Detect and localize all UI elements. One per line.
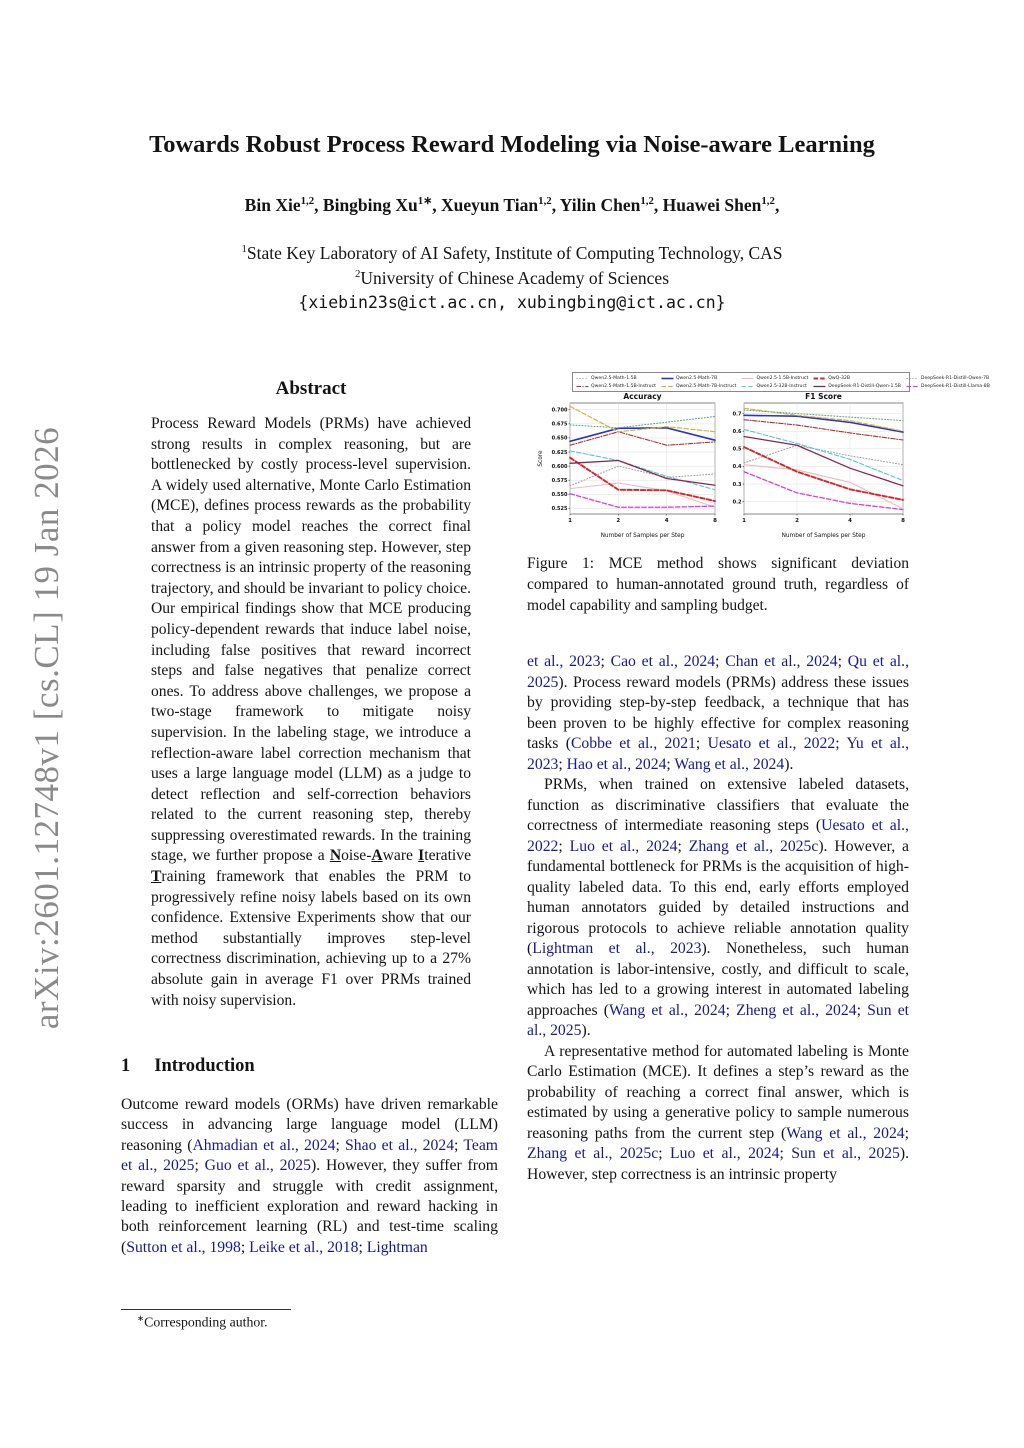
legend-label: Qwen2.5-Math-7B-Instruct <box>675 383 737 389</box>
citation-link[interactable]: Ahmadian et al., 2024 <box>192 1136 336 1154</box>
text-run: ; <box>558 755 567 773</box>
legend-line-sample <box>813 376 826 381</box>
figure-1-caption: Figure 1: MCE method shows significant deviation compared to human-annotated ground truth, regardless of model capability and sampling budget. <box>527 555 909 614</box>
citation-link[interactable]: Yu et al., 2023 <box>527 735 910 773</box>
affiliation-2 <box>0 268 1024 289</box>
citation-link[interactable]: Hao et al., 2024 <box>566 755 667 773</box>
text-run: T <box>151 868 162 886</box>
text-run: ). <box>784 755 794 773</box>
legend-label: DeepSeek-R1-Distill-Qwen-1.5B <box>828 383 901 389</box>
text-run: ; <box>358 1238 367 1256</box>
citation-link[interactable]: Sun et al., 2025 <box>527 1001 910 1039</box>
svg-text:Accuracy: Accuracy <box>623 392 662 401</box>
legend-line-sample <box>576 384 589 389</box>
citation-link[interactable]: Chan et al., 2024 <box>725 653 838 670</box>
legend-item <box>661 376 737 381</box>
legend-item <box>906 384 990 389</box>
svg-text:0.7: 0.7 <box>732 411 742 418</box>
text-run: terative <box>424 847 471 865</box>
text-run: oise- <box>341 847 372 865</box>
paragraph <box>527 775 909 1042</box>
f1-score-chart <box>723 390 907 540</box>
svg-text:0.625: 0.625 <box>551 449 568 456</box>
figure-legend <box>572 372 990 392</box>
text-run: ; <box>194 1157 205 1175</box>
svg-text:0.525: 0.525 <box>551 506 568 513</box>
svg-text:1: 1 <box>742 518 746 524</box>
svg-text:0.650: 0.650 <box>551 435 568 442</box>
citation-link[interactable]: Sutton et al., 1998 <box>126 1238 241 1256</box>
citation-link[interactable]: Luo et al., 2024 <box>569 837 678 855</box>
legend-line-sample <box>741 376 754 381</box>
legend-item <box>813 384 901 389</box>
legend-line-sample <box>661 384 674 389</box>
text-run: ). Nonetheless, such human annotation is labor-intensive, costly, and difficult to scale, which has led to a growing interest in automated labeling approaches ( <box>527 940 909 1019</box>
citation-link[interactable]: Zhang et al., 2025c <box>527 1145 659 1162</box>
text-run: ; <box>904 1124 909 1142</box>
citation-link[interactable]: Zhang et al., 2025c <box>688 837 819 855</box>
svg-text:0.600: 0.600 <box>551 463 568 470</box>
citation-link[interactable]: Guo et al., 2025 <box>204 1157 311 1175</box>
citation-link[interactable]: Qu et al., 2025 <box>527 653 910 691</box>
legend-item <box>906 376 990 381</box>
superscript: 1,2 <box>300 195 315 208</box>
superscript: 1∗ <box>417 195 433 208</box>
legend-item <box>661 384 737 389</box>
legend-line-sample <box>906 376 919 381</box>
svg-text:F1 Score: F1 Score <box>805 392 842 401</box>
text-run: ; <box>715 653 726 670</box>
text-run: ; <box>856 1001 868 1019</box>
legend-label: Qwen2.5-Math-7B <box>675 375 718 381</box>
legend-line-sample <box>661 376 674 381</box>
paragraph <box>527 652 909 775</box>
text-run: ; <box>779 1145 792 1162</box>
text-run: A representative method for automated labeling is Monte Carlo Estimation (MCE). It defines a step’s reward as the probability of reaching a correct final answer, which is estimated by using a generative policy to sample numerous reasoning paths from the current step ( <box>527 1042 909 1142</box>
superscript: 1,2 <box>640 195 654 208</box>
paper-title: Towards Robust Process Reward Modeling via Noise-aware Learning <box>149 131 875 158</box>
svg-text:0.6: 0.6 <box>732 428 742 435</box>
text-run: Outcome reward models (ORMs) have driven remarkable success in advancing large language model (LLM) reasoning ( <box>121 1096 498 1154</box>
text-run: ware <box>382 847 419 865</box>
svg-text:2: 2 <box>795 518 799 524</box>
legend-item <box>813 376 901 381</box>
abstract-text <box>151 414 471 1011</box>
svg-text:0.2: 0.2 <box>732 499 742 506</box>
legend-label: Qwen2.5-Math-1.5B <box>591 375 637 381</box>
citation-link[interactable]: Sun et al., 2025 <box>791 1145 900 1162</box>
text-run: , Huawei Shen <box>653 195 762 215</box>
text-run: , Yilin Chen <box>551 195 641 215</box>
legend-line-sample <box>813 384 826 389</box>
figure-1 <box>527 370 990 546</box>
text-run: ). However, a fundamental bottleneck for PRMs is the acquisition of high-quality labeled data. To this end, early efforts employed human annotators guided by detailed instructions and rigorous protocols to achieve reliable annotation quality ( <box>527 837 910 957</box>
legend-label: Qwen2.5-1.5B-Instruct <box>756 375 809 381</box>
abstract-heading: Abstract <box>275 378 347 399</box>
citation-link[interactable]: Shao et al., 2024 <box>345 1136 455 1154</box>
superscript: 1 <box>241 243 247 256</box>
text-run: ; <box>335 1136 346 1154</box>
text-run: I <box>418 847 425 865</box>
citation-link[interactable]: Cobbe et al., 2021 <box>570 735 696 752</box>
intro-paragraph <box>121 1095 498 1258</box>
citation-link[interactable]: Wang et al., 2024 <box>786 1124 905 1142</box>
svg-text:0.550: 0.550 <box>551 492 568 499</box>
text-run: ). <box>581 1022 591 1039</box>
text-run: ; <box>600 653 611 670</box>
svg-text:8: 8 <box>713 518 717 524</box>
legend-line-sample <box>741 384 754 389</box>
text-run: N <box>329 847 342 865</box>
legend-label: DeepSeek-R1-Distill-Llama-8B <box>920 383 990 389</box>
text-run: , Xueyun Tian <box>432 195 539 215</box>
section-number: 1 <box>121 1056 131 1076</box>
legend-label: QwQ-32B <box>828 375 851 381</box>
text-run: ; <box>835 735 847 752</box>
text-run: ; <box>695 735 708 752</box>
citation-link[interactable]: Leike et al., 2018 <box>249 1238 359 1256</box>
svg-text:0.3: 0.3 <box>732 481 742 488</box>
svg-text:0.700: 0.700 <box>551 407 568 414</box>
svg-text:2: 2 <box>616 518 621 524</box>
text-run: Bin Xie <box>244 195 301 215</box>
legend-label: DeepSeek-R1-Distill-Qwen-7B <box>920 375 990 381</box>
text-run: ; <box>837 653 848 670</box>
text-run: University of Chinese Academy of Sciences <box>360 268 670 288</box>
legend-item <box>576 376 656 381</box>
text-run: ; <box>454 1136 464 1154</box>
paragraph <box>527 1042 909 1186</box>
svg-text:Score: Score <box>538 450 544 467</box>
svg-text:Number of Samples per Step: Number of Samples per Step <box>600 533 685 539</box>
svg-text:4: 4 <box>664 518 669 524</box>
svg-text:4: 4 <box>848 518 852 524</box>
text-run: ; <box>658 1145 671 1162</box>
svg-text:1: 1 <box>568 518 572 524</box>
svg-text:0.675: 0.675 <box>551 421 568 428</box>
legend-item <box>741 384 808 389</box>
citation-link[interactable]: Lightman <box>366 1238 428 1256</box>
text-run: , <box>774 195 780 215</box>
text-run: , Bingbing Xu <box>314 195 418 215</box>
section-title: Introduction <box>154 1056 255 1076</box>
citation-link[interactable]: Team et al., 2025 <box>121 1136 498 1175</box>
accuracy-chart <box>535 390 719 540</box>
text-run: raining framework that enables the PRM to progressively refine noisy labels based on its own confidence. Extensive Experiments show that our method substantially improves step-level correctness discrimination, achieving up to a 27% absolute gain in average F1 over PRMs trained with noisy supervision. <box>151 868 471 1009</box>
text-run: A <box>371 847 383 865</box>
abstract-section <box>151 378 471 1011</box>
svg-text:0.575: 0.575 <box>551 477 568 484</box>
footnote-rule <box>121 1309 291 1310</box>
citation-link[interactable]: Wang et al., 2024 <box>674 755 785 773</box>
citation-link[interactable]: Zheng et al., 2024 <box>736 1001 857 1019</box>
text-run: ; <box>677 837 689 855</box>
affiliation-1 <box>0 243 1024 264</box>
citation-link[interactable]: Cao et al., 2024 <box>610 653 716 670</box>
text-run: ; <box>725 1001 737 1019</box>
text-run: ; <box>240 1238 250 1256</box>
svg-text:0.5: 0.5 <box>732 446 742 453</box>
superscript: 2 <box>354 268 361 281</box>
legend-item <box>576 384 656 389</box>
citation-link[interactable]: Luo et al., 2024 <box>670 1145 780 1162</box>
text-run: ; <box>666 755 675 773</box>
superscript: 1,2 <box>761 195 775 208</box>
legend-line-sample <box>906 384 919 389</box>
citation-link[interactable]: Uesato et al., 2022 <box>707 735 836 752</box>
legend-line-sample <box>576 376 589 381</box>
citation-link[interactable]: Uesato et al., 2022 <box>527 817 909 855</box>
text-run: State Key Laboratory of AI Safety, Institute of Computing Technology, CAS <box>246 243 783 263</box>
legend-label: Qwen2.5-Math-1.5B-Instruct <box>591 383 656 389</box>
text-run: PRMs, when trained on extensive labeled datasets, function as discriminative classifiers that evaluate the correctness of intermediate reasoning steps ( <box>527 776 909 834</box>
superscript: ∗ <box>137 1313 145 1323</box>
author-line <box>0 195 1024 216</box>
section-heading-introduction <box>121 1056 255 1077</box>
text-run: Corresponding author. <box>144 1314 268 1330</box>
legend-item <box>741 376 808 381</box>
text-run: ; <box>558 837 570 855</box>
arxiv-watermark: arXiv:2601.12748v1 [cs.CL] 19 Jan 2026 <box>27 426 66 1030</box>
text-run: ). Process reward models (PRMs) address these issues by providing step-by-step feedback, a technique that has been proven to be highly effective for complex reasoning tasks ( <box>527 673 909 752</box>
text-run: Process Reward Models (PRMs) have achieved strong results in complex reasoning, but are bottlenecked by costly process-level supervision. A widely used alternative, Monte Carlo Estimation (MCE), defines process rewards as the probability that a policy model reaches the correct final answer from a given reasoning step. However, step correctness is an intrinsic property of the reasoning trajectory, and should be invariant to policy choice. Our empirical findings show that MCE producing policy-dependent rewards that induce label noise, including false positives that reward incorrect steps and false negatives that penalize correct ones. To address above challenges, we propose a two-stage framework to mitigate noisy supervision. In the labeling stage, we introduce a reflection-aware label correction mechanism that uses a large language model (LLM) as a judge to detect reflection and self-correction behaviors related to the current reasoning step, thereby suppressing overestimated rewards. In the training stage, we further propose a <box>151 415 471 865</box>
superscript: 1,2 <box>538 195 552 208</box>
svg-text:Number of Samples per Step: Number of Samples per Step <box>781 533 866 539</box>
citation-link[interactable]: et al., 2023 <box>527 653 601 670</box>
citation-link[interactable]: Lightman et al., 2023 <box>532 940 702 957</box>
author-emails: {xiebin23s@ict.ac.cn, xubingbing@ict.ac.cn} <box>298 293 726 312</box>
svg-text:8: 8 <box>901 518 905 524</box>
corresponding-author-footnote <box>121 1314 498 1331</box>
text-run: ). However, step correctness is an intrinsic property <box>527 1145 910 1183</box>
citation-link[interactable]: Wang et al., 2024 <box>608 1001 726 1019</box>
text-run: ). However, they suffer from reward sparsity and struggle with credit assignment, leading to inefficient exploration and reward hacking in both reinforcement learning (RL) and test-time scaling ( <box>121 1157 498 1256</box>
svg-text:0.4: 0.4 <box>732 464 742 471</box>
legend-label: Qwen2.5-32B-Instruct <box>756 383 807 389</box>
right-column-text <box>527 652 909 1185</box>
